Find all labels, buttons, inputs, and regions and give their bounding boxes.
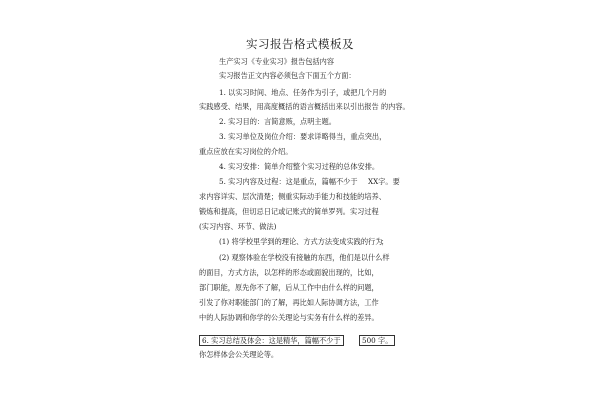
- paragraph-line: 重点应放在实习岗位的介绍。: [199, 147, 293, 156]
- word-count-box: 500 字。: [359, 335, 395, 346]
- paragraph-line: 2. 实习目的：言简意赅，点明主题。: [219, 117, 336, 126]
- summary-line: [199, 335, 344, 346]
- paragraph-line: XX字。要: [368, 177, 400, 186]
- summary-line: [359, 335, 395, 346]
- document-title: 实习报告格式模板及: [246, 37, 354, 51]
- paragraph-line: 部门职能，原先你不了解，后从工作中由什么样的问题，: [199, 283, 379, 292]
- paragraph-line: 引发了你对职能部门的了解，再比如人际协调方法，工作: [199, 298, 379, 307]
- paragraph-line: 中的人际协调和你学的公关理论与实务有什么样的差异。: [199, 313, 379, 322]
- paragraph-line: 实践感受、结果，用高度概括的语言概括出来以引出报告 的内容。: [199, 102, 410, 111]
- paragraph-line: 生产实习《专业实习》报告包括内容: [219, 57, 335, 66]
- summary-boxed-label: 6. 实习总结及体会：这是精华，篇幅不少于: [199, 335, 344, 346]
- paragraph-line: 求内容详实、层次清楚；侧重实际动手能力和技能的培养、: [199, 192, 386, 201]
- paragraph-line: 5. 实习内容及过程：这是重点，篇幅不少于: [219, 177, 358, 186]
- paragraph-line: 的面目，方式方法，以怎样的形态或面貌出现的，比如，: [199, 268, 379, 277]
- paragraph-line: (1) 将学校里学到的理论、方式方法变成实践的行为: [219, 237, 383, 246]
- paragraph-line: 4. 实习安排：简单介绍整个实习过程的总体安排。: [219, 162, 380, 171]
- paragraph-line: 实习报告正文内容必须包含下面五个方面：: [219, 71, 356, 80]
- paragraph-line: 你怎样体会公关理论等。: [199, 350, 279, 359]
- paragraph-line: 3. 实习单位及岗位介绍：要求详略得当，重点突出，: [219, 132, 387, 141]
- paragraph-line: 1. 以实习时间、地点、任务作为引子，或把几个月的: [219, 88, 387, 97]
- paragraph-line: (2) 观察体验在学校没有接触的东西，他们是以什么样: [219, 253, 390, 262]
- paragraph-line: 锻炼和提高，但切忌日记或记账式的简单罗列。实习过程: [199, 207, 379, 216]
- paragraph-line: ；: [381, 237, 389, 246]
- paragraph-line: (实习内容、环节、做法): [199, 222, 277, 231]
